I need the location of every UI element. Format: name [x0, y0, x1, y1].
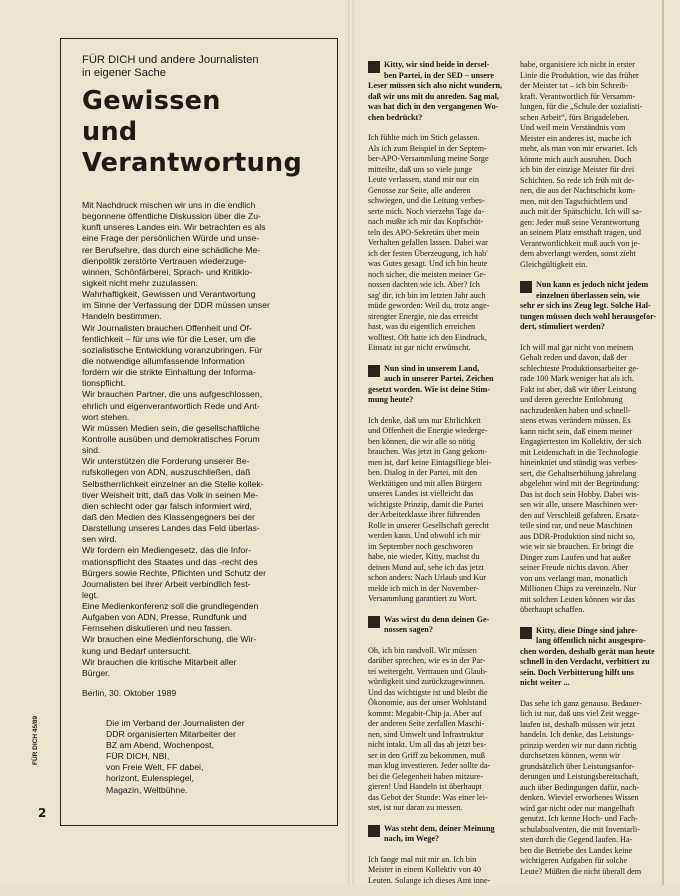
text-line: strengter Energie, nie das erreicht	[368, 311, 479, 321]
text-line: nen, die aus der Nachtschicht kom-	[520, 186, 636, 195]
question-marker-icon	[520, 281, 532, 293]
spacer	[368, 814, 510, 824]
text-line: kung und Bedarf untersucht.	[82, 645, 192, 656]
text-line: und Offenheit die Energie wiederge-	[368, 426, 488, 435]
text-line: denken. Wieviel erworbenes Wissen	[520, 793, 639, 802]
text-line: Und das wichtigste ist und bleibt die	[368, 687, 488, 697]
text-line: tei weitergeht. Vertrauen und Glaub-	[368, 666, 488, 676]
text-line: nach, im Wege?	[384, 834, 440, 843]
text-line: im Sinne der Verfassung der DDR müssen unser	[82, 300, 270, 311]
text-line: ich der festen Überzeugung, ich hab'	[368, 248, 488, 258]
text-line: Meister ein anderes ist, mache ich	[520, 133, 632, 143]
text-line: fentlichkeit – für uns wie für die Leser, um die	[82, 333, 256, 344]
interview-answer	[368, 133, 510, 354]
text-line: das Gebot der Stunde: Was einer lei-	[368, 792, 488, 802]
text-line: die notwendige allumfassende Information	[82, 355, 245, 366]
interview-answer	[520, 343, 662, 616]
text-line: ehrlich und eigenverantwortlich Rede und Ant-	[82, 400, 260, 411]
text-line: Das ist doch sein Hobby. Dabei wis-	[520, 489, 640, 499]
text-line: sen wir alle, unsere Maschinen wer-	[520, 500, 639, 509]
text-line: Die im Verband der Journalisten der	[106, 718, 245, 728]
text-line: fordern wir die strikte Einhaltung der Informa-	[82, 367, 256, 378]
text-line: genutzt. Ich kenne Hoch- und Fach-	[520, 814, 638, 823]
spacer	[520, 877, 662, 887]
text-line: von Freie Welt, FF dabei,	[106, 762, 204, 773]
page-number: 2	[38, 806, 47, 820]
text-line: habe, nie wieder, Kitty, machst du	[368, 552, 480, 561]
text-line: wort stehen.	[82, 411, 130, 422]
text-line: serte mich. Noch vierzehn Tage da-	[368, 206, 485, 216]
text-line: eine Frage der persönlichen Würde und unse-	[82, 233, 260, 244]
text-line: nicht weiter ...	[520, 678, 570, 687]
text-line: chen worden, deshalb gerät man heute	[520, 646, 655, 656]
spacer	[368, 845, 510, 855]
text-line: kommt: Megabit-Chip ja. Aber auf	[368, 708, 482, 718]
interview-question	[368, 60, 510, 123]
interview-answer	[520, 699, 662, 878]
text-line: teile sind rar, und neue Maschinen	[520, 521, 633, 530]
signatories	[106, 718, 336, 796]
interview-question	[520, 626, 662, 689]
spacer	[368, 123, 510, 133]
interview-question	[368, 824, 510, 845]
text-line: legt.	[82, 589, 99, 600]
text-line: Magazin, Weltbühne.	[106, 784, 188, 795]
text-line: durchsetzen können, wenn wir	[520, 751, 621, 760]
text-line: aus DDR-Produktion sind nicht so,	[520, 531, 635, 541]
text-line: mehr, als man von mir erwartet. Ich	[520, 144, 637, 153]
text-line: tungen müssen doch wohl herausgefor-	[520, 311, 657, 321]
question-marker-icon	[520, 627, 532, 639]
headline-line: Gewissen	[82, 86, 221, 116]
text-line: wichtigeren Aufgaben für solche	[520, 856, 628, 865]
text-line: Millionen Chips zu vereinzeln. Nur	[520, 584, 637, 593]
text-line: Darstellung unseres Landes das Feld überlas-	[82, 523, 260, 534]
interview-answer	[368, 416, 510, 605]
interview-question	[520, 280, 662, 333]
text-line: sind.	[82, 445, 101, 456]
spacer	[520, 689, 662, 699]
spacer	[368, 605, 510, 615]
text-line: tionspflicht.	[82, 378, 126, 389]
interview-answer	[368, 646, 510, 814]
text-line: an seinem Platz ernsthaft tragen, und	[520, 228, 641, 237]
text-line: darüber sprechen, wie es in der Par-	[368, 656, 486, 665]
text-line: laufen ist, deshalb müssen wir jetzt	[520, 719, 636, 729]
text-line: ben Partei, in der SED – unsere	[384, 70, 495, 80]
text-line: dien schlecht oder gar falsch informiert wird,	[82, 500, 252, 511]
spacer	[520, 270, 662, 280]
text-line: der anderen Seite zerfallen Maschi-	[368, 719, 485, 728]
text-line: werden kann. Und obwohl ich mir	[368, 531, 481, 540]
text-line: Wir Journalisten brauchen Offenheit und Öf-	[82, 322, 252, 333]
text-line: schen Arbeit“, fürs Brigadeleben.	[520, 112, 630, 122]
spacer	[368, 354, 510, 364]
interview-question	[368, 364, 510, 406]
text-line: den auf Verschleiß gefahren. Ersatz-	[520, 510, 639, 520]
text-line: chen bedrückt?	[368, 112, 423, 122]
text-line: Schichten. So rede ich früh mit de-	[520, 175, 635, 185]
text-line: schulabsolventen, die mit Inventarli-	[520, 824, 641, 834]
text-line: Mit Nachdruck mischen wir uns in die endlich	[82, 200, 256, 210]
text-line: der Arbeiterklasse ihrer führenden	[368, 510, 481, 519]
spacer	[368, 886, 510, 896]
text-line: Bürgers sowie Rechte, Pflichten und Schutz der	[82, 567, 266, 578]
text-line: Leuten. Solange ich dieses Amt inne-	[368, 875, 491, 885]
question-marker-icon	[368, 616, 380, 628]
text-line: daß den Medien des Klassengegners bei der	[82, 511, 255, 522]
text-line: tiver Weisheit tritt, daß das Volk in seinen Me-	[82, 489, 259, 500]
text-line: Selbstherrlichkeit einzelner an die Stelle kollek-	[82, 478, 264, 489]
interview-answer	[520, 60, 662, 270]
text-line: gesetzt worden. Wie ist deine Stim-	[368, 384, 491, 394]
text-line: rufskollegen von ADN, auszuschließen, daß	[82, 467, 251, 478]
text-line: ben können, die wir alle so nötig	[368, 436, 476, 446]
text-line: wie wir sie brauchen. Er bringt die	[520, 542, 634, 551]
text-line: hast, was du eigentlich erreichen	[368, 322, 476, 331]
text-line: horizont, Eulenspiegel,	[106, 773, 194, 784]
text-line: würdigkeit sind zurückzugewinnen.	[368, 677, 486, 686]
text-line: Was steht dem, deiner Meinung	[384, 823, 495, 833]
text-line: nicht intakt. Um all das ab jetzt bes-	[368, 740, 487, 749]
kicker	[82, 54, 322, 79]
text-line: schwiegen, und die Leitung verbes-	[368, 196, 485, 205]
page-edge	[662, 0, 664, 885]
text-line: seiner Freude nichts davon. Aber	[520, 563, 628, 572]
text-line: mit Leidenschaft in die Technologie	[520, 447, 638, 457]
text-line: auch in unserer Partei, Zeichen	[384, 374, 494, 383]
text-line: Kitty, wir sind beide in dersel-	[384, 60, 490, 69]
text-line: Bürger.	[82, 667, 111, 678]
text-line: auch mit der Spätschicht. Ich will sa-	[520, 207, 642, 216]
text-line: Wir müssen Medien sein, die gesellschaftliche	[82, 422, 260, 433]
text-line: rer Berufsehre, das durch eine schädliche Me-	[82, 244, 261, 255]
text-line: schnell in den Verdacht, verbittert zu	[520, 657, 650, 666]
text-line: sozialistische Entwicklung voranzubringen. Für	[82, 344, 263, 355]
text-line: lungen, für die „Schule der sozialisti-	[520, 102, 643, 111]
text-line: dert, stimuliert werden?	[520, 322, 605, 331]
text-line: rade 100 Mark weniger hat als ich.	[520, 374, 634, 383]
text-line: derungen und Leistungsbereitschaft,	[520, 772, 639, 781]
text-line: Meister in einem Kollektiv von 40	[368, 865, 482, 874]
kicker-line: in eigener Sache	[82, 66, 166, 79]
text-line: nach mußte ich mir das Kopfschüt-	[368, 217, 484, 226]
text-line: Wir brauchen die kritische Mitarbeit aller	[82, 656, 237, 667]
text-line: mit solchen Leuten können wir das	[520, 594, 635, 604]
text-line: dem abverlangt werden, sonst zieht	[520, 249, 636, 258]
interview-column-2	[520, 60, 662, 887]
headline-line: Verantwortung	[82, 148, 303, 178]
text-line: noch sicher, die meisten meiner Ge-	[368, 269, 486, 279]
text-line: teln des APO-Sekretärs über mein	[368, 227, 480, 237]
text-line: Gleichgültigkeit ein.	[520, 259, 588, 269]
text-line: mung heute?	[368, 395, 414, 404]
text-line: Das sehe ich ganz genauso. Bedauer-	[520, 698, 642, 708]
spacer	[368, 406, 510, 416]
text-line: Genosse zur Seite, alle anderen	[368, 185, 471, 195]
text-line: sert, die Gehaltserhöhung jahrelang	[520, 468, 637, 478]
text-line: bei die Gelegenheit haben mitzure-	[368, 771, 484, 781]
spacer	[520, 616, 662, 626]
text-line: Aufgaben von ADN, Presse, Rundfunk und	[82, 612, 247, 623]
text-line: gen: Jeder muß seine Verantwortung	[520, 217, 640, 227]
text-line: stet, ist nur daran zu messen.	[368, 803, 463, 812]
headline	[82, 86, 332, 179]
text-line: dienpolitik zerstörte Vertrauen wiederzuge-	[82, 255, 247, 266]
text-line: einzelnen überlassen sein, wie	[536, 290, 640, 300]
text-line: was Gutes gesagt. Und ich bin heute	[368, 259, 488, 268]
text-line: Kitty, diese Dinge sind jahre-	[536, 625, 638, 635]
spacer	[368, 636, 510, 646]
text-line: nachzudenken haben und schnell-	[520, 405, 631, 415]
text-line: FÜR DICH, NBI,	[106, 751, 170, 762]
text-line: Engagiertesten im Kollektiv, der sich	[520, 437, 642, 446]
text-line: melde ich mich in der November-	[368, 583, 479, 593]
text-line: handeln. Ich denke, das Leistungs-	[520, 730, 634, 739]
text-line: Wir brauchen eine Medienforschung, die Wir-	[82, 634, 257, 645]
text-line: sag' dir, ich bin im letzten Jahr auch	[368, 290, 486, 300]
text-line: Ich will mal gar nicht von meinem	[520, 342, 634, 352]
text-line: Als ich zum Beispiel in der Septem-	[368, 143, 487, 153]
text-line: Wir unterstützen die Forderung unserer Be-	[82, 456, 250, 467]
question-marker-icon	[368, 825, 380, 837]
text-line: Versammlung garantiert zu Wort.	[368, 594, 477, 603]
text-line: Eine Medienkonferenz soll die grundlegenden	[82, 601, 259, 612]
interview-question	[368, 615, 510, 636]
text-line: daß wir uns mit du anreden. Sag mal,	[368, 91, 499, 101]
text-line: Ich fange mal mit mir an. Ich bin	[368, 854, 477, 864]
text-line: schon anders: Nach Urlaub und Kur	[368, 573, 487, 582]
text-line: Journalisten bei ihrer Arbeit verbindlich fest-	[82, 578, 251, 589]
text-line: man klug investieren. Jeder sollte da-	[368, 761, 491, 770]
text-line: stens etwas verändern müssen. Es	[520, 416, 631, 425]
text-line: ich bin der einzige Meister für drei	[520, 165, 635, 174]
text-line: habe, organisiere ich nicht in erster	[520, 60, 635, 69]
text-line: lang öffentlich nicht ausgespro-	[536, 636, 646, 645]
text-line: men, mit den Tagschichtlern und	[520, 196, 628, 206]
text-line: men ist, darf keine Eintagsfliege blei-	[368, 457, 492, 467]
text-line: Dinger zum Laufen und hat außer	[520, 552, 631, 562]
text-line: sten durch die Gegend laufen. Ha-	[520, 835, 633, 844]
text-line: sigkeit nicht mehr zuzulassen.	[82, 277, 198, 288]
text-line: Nun kann es jedoch nicht jedem	[536, 280, 649, 289]
text-line: wolltest. Oft hatte ich den Eindruck,	[368, 332, 487, 342]
text-line: Ich denke, daß uns nur Ehrlichkeit	[368, 415, 481, 425]
text-line: sehr er sich ins Zeug legt. Solche Hal-	[520, 301, 651, 310]
interview-answer	[368, 855, 510, 887]
text-line: müde geworden: Weil du, trotz ange-	[368, 301, 490, 310]
text-line: Nun sind in unserem Land,	[384, 363, 480, 373]
text-line: kunft unseres Landes ein. Wir betrachten es als	[82, 222, 266, 233]
text-line: schlechteste Produktionsarbeiter ge-	[520, 363, 639, 373]
text-line: Rolle in unserer Gesellschaft gerecht	[368, 520, 489, 530]
text-line: was hat dich in den vergangenen Wo-	[368, 102, 499, 111]
text-line: DDR organisierten Mitarbeiter der	[106, 729, 236, 740]
text-line: Handeln bestimmen.	[82, 311, 162, 322]
spacer	[520, 333, 662, 343]
text-line: Wahrhaftigkeit, Gewissen und Verantwortung	[82, 289, 256, 300]
text-line: nossen sagen?	[384, 625, 433, 634]
text-line: von uns verlangt man, monatlich	[520, 573, 628, 583]
text-line: und deren gerechte Entlohnung	[520, 395, 623, 404]
text-line: kann nicht sein, daß einem meiner	[520, 426, 633, 436]
text-line: deinen Mund auf, sehe ich das jetzt	[368, 562, 484, 572]
issue-tag: FÜR DICH 45/89	[32, 715, 39, 765]
text-line: der Meister tat – ich bin Schreib-	[520, 81, 629, 90]
text-line: Gehalt reden und davon, daß der	[520, 353, 627, 362]
text-line: BZ am Abend, Wochenpost,	[106, 740, 215, 751]
text-line: im September noch geschworen	[368, 541, 473, 551]
text-line: Linie die Produktion, wie das früher	[520, 70, 639, 80]
statement-body	[82, 200, 338, 679]
text-line: Werktätigen und mit allen Bürgern	[368, 478, 482, 488]
text-line: ser in den Griff zu bekommen, muß	[368, 750, 485, 760]
text-line: Leute? Müßten die nicht überall dem	[520, 866, 642, 876]
interview-column-1	[368, 60, 510, 896]
question-marker-icon	[368, 365, 380, 377]
text-line: Fakt ist aber, daß wir über Leistung	[520, 384, 637, 394]
text-line: begonnene öffentliche Diskussion über die Zu-	[82, 211, 262, 222]
text-line: abgelehnt wird mit der Begründung:	[520, 479, 640, 488]
text-line: Leser müssen sich also nicht wundern,	[368, 81, 503, 90]
text-line: Oh, ich bin randvoll. Wir müssen	[368, 645, 477, 655]
kicker-line: FÜR DICH und andere Journalisten	[82, 54, 259, 66]
text-line: Verhalten gefallen lassen. Dabei war	[368, 238, 488, 247]
text-line: unseres Landes ist vielleicht das	[368, 489, 474, 498]
text-line: nossen dachten wie ich. Aber? Ich	[368, 280, 480, 289]
statement-date: Berlin, 30. Oktober 1989	[82, 688, 177, 698]
headline-line: und	[82, 117, 138, 147]
text-line: Wir brauchen Partner, die uns aufgeschlossen,	[82, 389, 263, 400]
text-line: sen wird.	[82, 534, 117, 545]
text-line: Ich fühlte mich im Stich gelassen.	[368, 133, 480, 142]
text-line: Ökonomie, aus der unser Wohlstand	[368, 698, 487, 707]
text-line: sein. Doch Verbitterung hilft uns	[520, 667, 634, 677]
text-line: winnen, Schönfärberei, Sprach- und Kritiklo-	[82, 266, 252, 277]
text-line: auch über Bedingungen dafür, nach-	[520, 782, 640, 792]
text-line: nen, sind Umwelt und Infrastruktur	[368, 729, 484, 739]
text-line: mitteilte, daß uns so viele junge	[368, 164, 473, 174]
text-line: wichtigste Prinzip, damit die Partei	[368, 499, 484, 509]
text-line: grundsätzlich über Leistungsanfor-	[520, 761, 635, 771]
question-marker-icon	[368, 61, 380, 73]
text-line: überhaupt schaffen.	[520, 605, 585, 614]
text-line: mationspflicht des Staates und das -recht des	[82, 556, 258, 567]
page-spine	[348, 0, 354, 885]
text-line: Fernsehen diskutieren und neu fassen.	[82, 623, 233, 634]
text-line: lich ist nur, daß uns viel Zeit wegge-	[520, 709, 640, 718]
text-line: wird gar nicht oder nur mangelhaft	[520, 803, 635, 813]
text-line: hineinkniet und ständig was verbes-	[520, 458, 638, 467]
text-line: Wir fordern ein Mediengesetz, das die Infor-	[82, 545, 252, 556]
text-line: Kontrolle ausüben und demokratisches Forum	[82, 433, 260, 444]
text-line: brauchen. Was jetzt in Gang gekom-	[368, 447, 488, 456]
text-line: Einsatz ist gar nicht erwünscht.	[368, 343, 471, 352]
text-line: gieren! Und Handeln ist überhaupt	[368, 782, 482, 791]
text-line: ber-APO-Versammlung meine Sorge	[368, 154, 489, 163]
text-line: Was wirst du denn deinen Ge-	[384, 614, 490, 624]
text-line: Und weil mein Verständnis vom	[520, 123, 626, 132]
text-line: Verantwortlichkeit muß auch von je-	[520, 238, 641, 248]
text-line: prinzip werden wir nur dann richtig	[520, 740, 637, 750]
text-line: ben die Betriebe des Landes keine	[520, 845, 633, 855]
text-line: könnte mich auch ausruhen. Doch	[520, 154, 632, 164]
text-line: ben. Dialog in der Partei, mit den	[368, 468, 478, 477]
text-line: Leute verlassen, stand mir nur ein	[368, 175, 479, 184]
text-line: kraft. Verantwortlich für Versamm-	[520, 91, 636, 101]
